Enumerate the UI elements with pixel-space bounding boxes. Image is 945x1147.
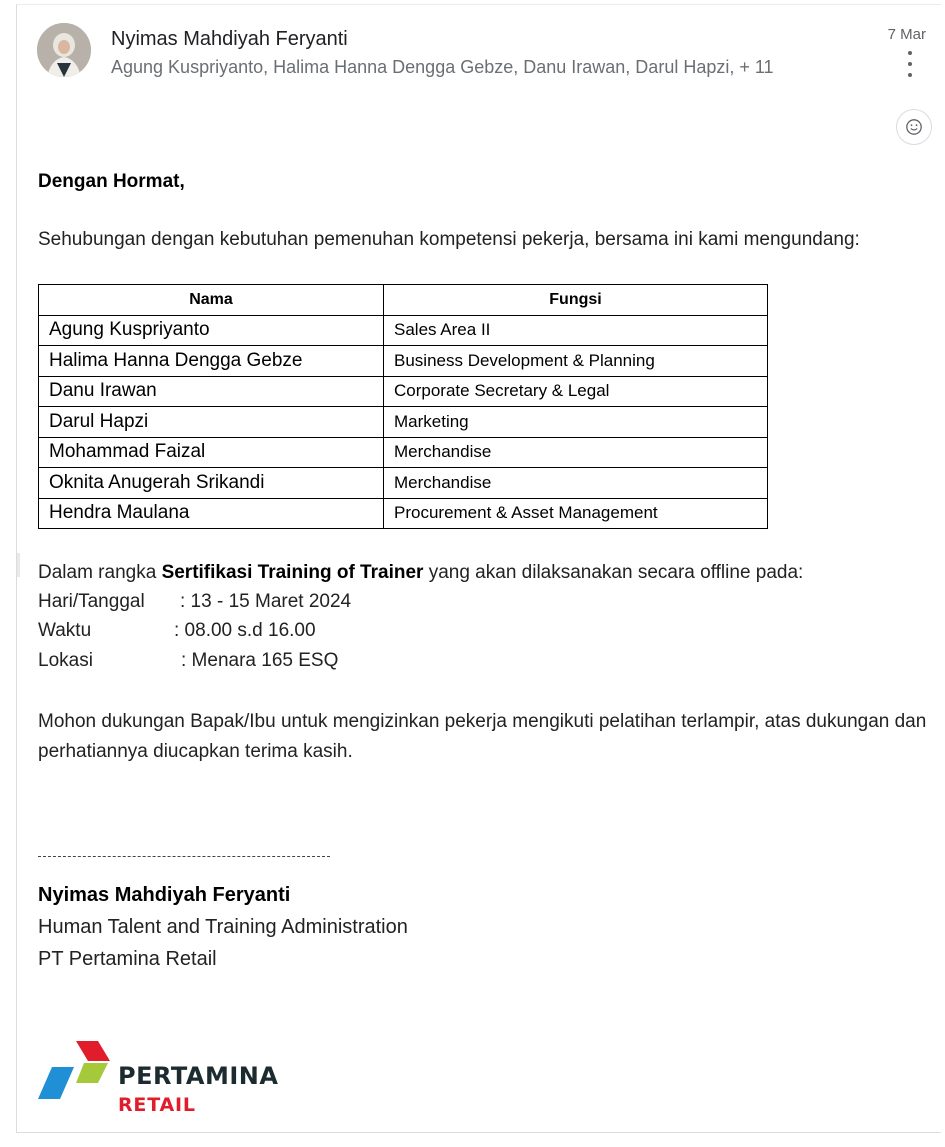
time-value: : 08.00 s.d 16.00 [174,620,316,641]
training-intro-suffix: yang akan dilaksanakan secara offline pada: [423,562,804,583]
logo-subwordmark: RETAIL [118,1094,196,1116]
signature-company: PT Pertamina Retail [38,948,217,970]
table-row [39,407,768,438]
date-label: Hari/Tanggal [38,591,145,612]
table-row [39,376,768,407]
table-row [39,315,768,346]
cell-nama: Mohammad Faizal [39,437,384,468]
cell-fungsi: Marketing [384,407,768,438]
signature-name: Nyimas Mahdiyah Feryanti [38,884,291,906]
training-intro-prefix: Dalam rangka [38,562,162,583]
sender-name[interactable]: Nyimas Mahdiyah Feryanti [111,28,348,50]
detail-location-row [38,650,339,672]
header-nama: Nama [39,285,384,316]
training-intro [38,562,803,584]
closing-text: Mohon dukungan Bapak/Ibu untuk mengizinkan pekerja mengikuti pelatihan terlampir, atas dukungan dan perhatiannya diucapkan terima kasih. [38,711,927,762]
cell-fungsi: Sales Area II [384,315,768,346]
cell-fungsi: Merchandise [384,468,768,499]
invitee-table [38,284,768,529]
avatar-photo [37,23,91,77]
table-row [39,498,768,529]
cell-fungsi: Corporate Secretary & Legal [384,376,768,407]
more-vert-icon [908,51,912,55]
detail-date-row [38,591,352,613]
cell-fungsi: Procurement & Asset Management [384,498,768,529]
intro-text: Sehubungan dengan kebutuhan pemenuhan kompetensi pekerja, bersama ini kami mengundang: [38,229,860,250]
date-value: : 13 - 15 Maret 2024 [180,591,352,612]
table-row [39,437,768,468]
pertamina-logo-icon [38,1041,110,1101]
divider [17,553,20,577]
cell-nama: Hendra Maulana [39,498,384,529]
more-options-button[interactable] [899,51,921,77]
cell-nama: Darul Hapzi [39,407,384,438]
signature-role: Human Talent and Training Administration [38,916,408,938]
add-reaction-button[interactable] [896,109,932,145]
time-label: Waktu [38,620,92,641]
location-label: Lokasi [38,650,93,671]
sender-avatar[interactable] [37,23,91,77]
training-name: Sertifikasi Training of Trainer [161,562,424,583]
recipients-list[interactable]: Agung Kuspriyanto, Halima Hanna Dengga Gebze, Danu Irawan, Darul Hapzi, + 11 [111,57,774,77]
cell-nama: Agung Kuspriyanto [39,315,384,346]
table-row [39,346,768,377]
email-date: 7 Mar [887,26,926,43]
cell-nama: Halima Hanna Dengga Gebze [39,346,384,377]
header-fungsi: Fungsi [384,285,768,316]
detail-time-row [38,620,316,642]
signature-separator [38,856,330,857]
table-row [39,468,768,499]
cell-fungsi: Business Development & Planning [384,346,768,377]
greeting: Dengan Hormat, [38,171,185,192]
table-header-row [39,285,768,316]
smiley-icon [905,118,923,136]
cell-fungsi: Merchandise [384,437,768,468]
cell-nama: Oknita Anugerah Srikandi [39,468,384,499]
location-value: : Menara 165 ESQ [181,650,339,671]
logo-wordmark: PERTAMINA [118,1062,279,1090]
cell-nama: Danu Irawan [39,376,384,407]
